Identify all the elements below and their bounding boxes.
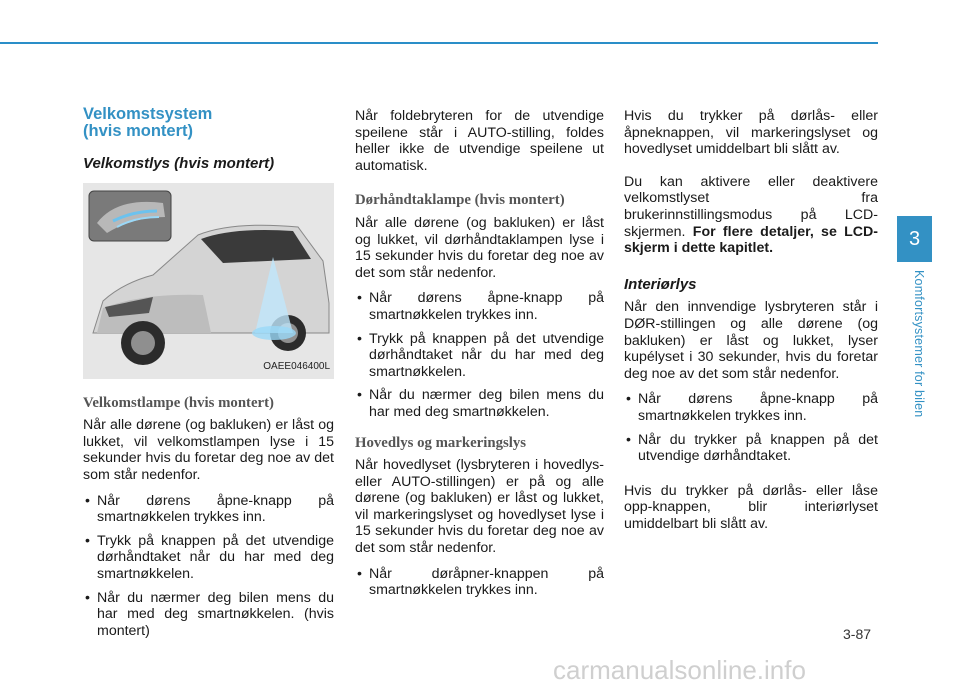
list-item: • Når dørens åpne-knapp på smartnøkkelen trykkes inn. xyxy=(83,493,334,526)
paragraph: Når hovedlyset (lysbryteren i hovedlys- eller AUTO-stillingen) er på og alle dørene (og bakluken) er låst og lukket, vil markeringslyset og hovedlyset lyse i 15 sekunder hvis du foretar deg noe av det som står nedenfor. xyxy=(355,457,604,557)
paragraph: Når alle dørene (og bakluken) er låst og lukket, vil velkomstlampen lyse i 15 sekunder hvis du foretar deg noe av det som står nedenfor. xyxy=(83,417,334,483)
top-rule xyxy=(0,42,878,44)
list-item: • Når du trykker på knappen på det utvendige dørhåndtaket. xyxy=(624,432,878,465)
list-item: • Trykk på knappen på det utvendige dørhåndtaket når du har med deg smartnøkkelen. xyxy=(355,331,604,381)
list-item: • Trykk på knappen på det utvendige dørhåndtaket når du har med deg smartnøkkelen. xyxy=(83,533,334,583)
list-item: • Når døråpner-knappen på smartnøkkelen trykkes inn. xyxy=(355,566,604,599)
watermark: carmanualsonline.info xyxy=(553,655,806,685)
list-item: • Når du nærmer deg bilen mens du har med deg smartnøkkelen. (hvis montert) xyxy=(83,590,334,640)
bullet-list xyxy=(355,566,604,599)
paragraph-lcd xyxy=(624,174,878,257)
list-item: • Når dørens åpne-knapp på smartnøkkelen trykkes inn. xyxy=(624,391,878,424)
section-heading-line1: Velkomstsystem xyxy=(83,105,213,123)
paragraph: Hvis du trykker på dørlås- eller låse opp-knappen, blir interiørlyset umiddelbart bli slått av. xyxy=(624,482,878,532)
page-number: 3-87 xyxy=(843,626,872,642)
section-heading-line2: (hvis montert) xyxy=(83,122,194,140)
column-left xyxy=(83,106,334,647)
list-item: • Når du nærmer deg bilen mens du har med deg smartnøkkelen. xyxy=(355,387,604,420)
paragraph: Når alle dørene (og bakluken) er låst og lukket, vil dørhåndtaklampen lyse i 15 sekunder hvis du foretar deg noe av det som står nedenfor. xyxy=(355,214,604,281)
chapter-title: Komfortsystemer for bilen xyxy=(912,270,926,418)
bullet-list xyxy=(83,493,334,640)
chapter-tab: 3 xyxy=(897,216,932,262)
subheading-welcome-light: Velkomstlys (hvis montert) xyxy=(83,155,275,172)
bullet-list xyxy=(355,290,604,420)
section-title-door-handle-lamp: Dørhåndtaklampe (hvis montert) xyxy=(355,192,565,209)
subheading-interior-light: Interiørlys xyxy=(624,275,697,293)
column-right xyxy=(624,108,878,541)
bullet-list xyxy=(624,391,878,464)
car-illustration xyxy=(83,183,334,379)
list-item: • Når dørens åpne-knapp på smartnøkkelen trykkes inn. xyxy=(355,290,604,323)
paragraph: Hvis du trykker på dørlås- eller åpneknappen, vil markeringslyset og hovedlyset umiddelbart bli slått av. xyxy=(624,108,878,158)
cross-reference: For flere detaljer, se LCD-skjerm i dette kapitlet. xyxy=(624,223,878,257)
paragraph-text: Du kan aktivere eller deaktivere velkomstlyset fra brukerinnstillingsmodus på LCD-skjermen. xyxy=(624,173,878,240)
figure-code: OAEE046400L xyxy=(263,361,330,372)
section-title-welcome-lamp: Velkomstlampe (hvis montert) xyxy=(83,394,274,411)
section-title-headlamp: Hovedlys og markeringslys xyxy=(355,434,526,451)
column-middle xyxy=(355,108,604,607)
paragraph: Når foldebryteren for de utvendige speilene står i AUTO-stilling, foldes heller ikke de utvendige speilene ut automatisk. xyxy=(355,108,604,174)
car-illustration-svg xyxy=(83,183,334,379)
paragraph: Når den innvendige lysbryteren står i DØR-stillingen og alle dørene (og bakluken) er låst og lukket, lyser kupélyset i 30 sekunder, hvis du foretar deg noe av det som står nedenfor. xyxy=(624,299,878,382)
